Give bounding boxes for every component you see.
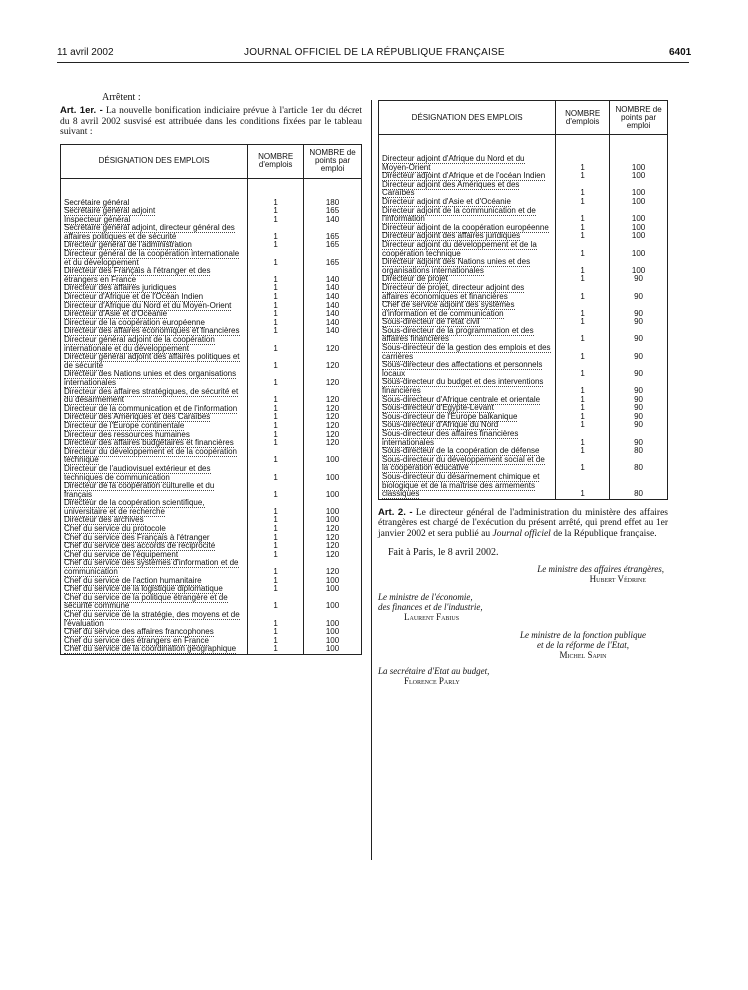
points-cell: 140 (304, 216, 362, 225)
points-cell: 100 (304, 628, 362, 637)
points-cell: 120 (304, 525, 362, 534)
designation-text: Chef du service des étrangers en France (64, 635, 209, 645)
nombre-cell: 1 (556, 378, 610, 395)
designation-text: Directeur de projet (382, 274, 448, 284)
table-row (379, 430, 668, 447)
designation-cell (379, 241, 556, 258)
nombre-cell: 1 (556, 172, 610, 181)
nombre-cell: 1 (556, 430, 610, 447)
designation-text: Chef du service des systèmes d'information et de communication (64, 558, 239, 577)
points-cell: 100 (610, 207, 668, 224)
nombre-cell: 1 (248, 199, 304, 208)
signature-title: des finances et de l'industrie, (378, 602, 483, 613)
table-row (379, 155, 668, 172)
points-cell: 165 (304, 224, 362, 241)
designation-text: Directeur d'Afrique et de l'Océan Indien (64, 292, 204, 302)
table-left (60, 144, 362, 655)
table-row (61, 353, 362, 370)
designation-cell (379, 456, 556, 473)
points-cell: 100 (610, 198, 668, 207)
article-2 (378, 508, 668, 540)
left-column (60, 92, 362, 655)
table-row (61, 370, 362, 387)
designation-text: Directeur de la coopération culturelle et du français (64, 481, 215, 499)
article-2-text-before: Le directeur général de l'administration du ministère des affaires étrangères est chargé de l'exécution du présent arrêté, qui prend effet au 1er janvier 2002 et sera publié au (378, 507, 668, 539)
table-row (379, 361, 668, 378)
table-row (61, 388, 362, 405)
nombre-cell: 1 (248, 250, 304, 267)
designation-text: Chef du service de l'équipement (64, 549, 179, 559)
designation-cell (379, 473, 556, 499)
table-row (61, 559, 362, 576)
designation-cell (379, 430, 556, 447)
designation-text: Chef du service des accords de réciprocité (64, 541, 216, 551)
designation-text: Sous-directeur d'Egypte-Levant (382, 403, 494, 413)
designation-text: Directeur adjoint des Amériques et des Caraïbes (382, 179, 520, 198)
points-cell: 100 (304, 585, 362, 594)
designation-cell (61, 594, 248, 611)
designation-text: Directeur des Nations unies et des organisations internationales (64, 369, 237, 387)
points-cell: 120 (304, 559, 362, 576)
designation-text: Directeur adjoint du développement et de la coopération technique (382, 239, 537, 258)
points-cell: 120 (304, 439, 362, 448)
nombre-cell: 1 (248, 353, 304, 370)
points-cell: 120 (304, 405, 362, 414)
designation-cell (61, 499, 248, 516)
nombre-cell: 1 (248, 310, 304, 319)
designation-cell (61, 336, 248, 353)
designation-text: Directeur des affaires économiques et financières (64, 326, 240, 336)
table-row (61, 594, 362, 611)
nombre-cell: 1 (248, 302, 304, 311)
points-cell: 90 (610, 361, 668, 378)
signature-name: Laurent Fabius (404, 612, 460, 623)
nombre-cell: 1 (556, 224, 610, 233)
column-header-points: NOMBRE de points par emploi (610, 101, 668, 135)
designation-text: Sous-directeur de la coopération de défense (382, 446, 540, 456)
points-cell: 100 (304, 637, 362, 646)
designation-cell (61, 370, 248, 387)
designation-text: Directeur adjoint des Nations unies et des organisations internationales (382, 257, 531, 275)
points-cell: 120 (304, 388, 362, 405)
signature-affaires-etrangeres (378, 564, 664, 584)
designation-text: Directeur de la communication et de l'information (64, 403, 238, 413)
signature-budget (378, 666, 668, 686)
designation-text: Sous-directeur d'Afrique centrale et orientale (382, 394, 541, 404)
nombre-cell: 1 (248, 516, 304, 525)
points-cell: 140 (304, 284, 362, 293)
points-cell: 165 (304, 207, 362, 216)
designation-text: Chef du service des affaires francophones (64, 627, 214, 637)
points-cell: 80 (610, 456, 668, 473)
column-header-designation: DÉSIGNATION DES EMPLOIS (61, 144, 248, 178)
points-cell: 90 (610, 284, 668, 301)
designation-text: Secrétaire général adjoint, directeur général des affaires politiques et de sécurité (64, 223, 235, 241)
table-right (378, 100, 668, 500)
designation-text: Secrétaire général (64, 197, 130, 207)
nombre-cell: 1 (248, 611, 304, 628)
article-1-text: La nouvelle bonification indiciaire prévue à l'article 1er du décret du 8 avril 2002 susvisé est attribuée dans les conditions fixées par le tableau suivant : (60, 106, 362, 137)
designation-text: Chef du service de la politique étrangère et de sécurité commune (64, 592, 228, 611)
nombre-cell: 1 (248, 284, 304, 293)
points-cell: 80 (610, 447, 668, 456)
designation-cell (379, 155, 556, 172)
table-row (379, 181, 668, 198)
nombre-cell: 1 (556, 327, 610, 344)
designation-cell (379, 207, 556, 224)
table-row (61, 611, 362, 628)
points-cell: 90 (610, 327, 668, 344)
designation-text: Sous-directeur de l'Europe balkanique (382, 411, 518, 421)
nombre-cell: 1 (556, 473, 610, 499)
table-row (61, 250, 362, 267)
nombre-cell: 1 (248, 422, 304, 431)
column-header-designation: DÉSIGNATION DES EMPLOIS (379, 101, 556, 135)
designation-text: Directeur adjoint d'Asie et d'Océanie (382, 196, 511, 206)
points-cell: 100 (304, 611, 362, 628)
nombre-cell: 1 (248, 542, 304, 551)
nombre-cell: 1 (248, 207, 304, 216)
points-cell: 100 (304, 516, 362, 525)
nombre-cell: 1 (248, 216, 304, 225)
table-row (379, 258, 668, 275)
designation-text: Chef du service de la coordination géographique (64, 644, 237, 654)
table-row (61, 336, 362, 353)
nombre-cell: 1 (556, 456, 610, 473)
table-row (379, 301, 668, 318)
nombre-cell: 1 (556, 198, 610, 207)
designation-text: Directeur général de la coopération internationale et du développement (64, 249, 240, 267)
nombre-cell: 1 (248, 482, 304, 499)
designation-text: Sous-directeur du développement social et de la coopération éducative (382, 454, 545, 473)
designation-text: Directeur des affaires stratégiques, de sécurité et du désarmement (64, 386, 239, 405)
table-row (379, 473, 668, 499)
table-row (61, 224, 362, 241)
column-header-nombre: NOMBRE d'emplois (556, 101, 610, 135)
designation-text: Directeur des ressources humaines (64, 429, 190, 439)
table-row (379, 327, 668, 344)
designation-text: Directeur adjoint des affaires juridiques (382, 231, 521, 241)
signature-title: La secrétaire d'Etat au budget, (378, 666, 490, 677)
designation-cell (61, 448, 248, 465)
designation-text: Directeur de l'audiovisuel extérieur et des techniques de communication (64, 463, 211, 482)
designation-cell (61, 388, 248, 405)
article-1 (60, 106, 362, 138)
designation-text: Chef du service de la logistique diplomatique (64, 584, 223, 594)
arrete-heading: Arrêtent : (102, 92, 141, 103)
nombre-cell: 1 (248, 577, 304, 586)
points-cell: 90 (610, 421, 668, 430)
table-row (379, 241, 668, 258)
points-cell: 120 (304, 534, 362, 543)
nombre-cell: 1 (248, 405, 304, 414)
designation-text: Secrétaire général adjoint (64, 206, 156, 216)
points-cell: 100 (610, 224, 668, 233)
designation-cell (61, 224, 248, 241)
table-row (61, 645, 362, 654)
table-row (379, 344, 668, 361)
points-cell: 100 (610, 258, 668, 275)
designation-text: Sous-directeur des affectations et personnels locaux (382, 360, 543, 378)
points-cell: 180 (304, 199, 362, 208)
signature-name: Hubert Védrine (589, 574, 646, 585)
points-cell: 90 (610, 404, 668, 413)
points-cell: 120 (304, 370, 362, 387)
page-number: 6401 (669, 47, 692, 58)
points-cell: 100 (304, 577, 362, 586)
header-date: 11 avril 2002 (57, 47, 114, 58)
table-row (61, 448, 362, 465)
signature-title: Le ministre de la fonction publique (520, 630, 646, 641)
points-cell: 80 (610, 473, 668, 499)
designation-cell (61, 250, 248, 267)
table-left-body (61, 178, 362, 654)
designation-text: Sous-directeur de la programmation et des affaires financières (382, 325, 534, 344)
designation-cell (61, 559, 248, 576)
nombre-cell: 1 (248, 431, 304, 440)
designation-text: Directeur des affaires budgétaires et financières (64, 438, 234, 448)
table-row (61, 499, 362, 516)
designation-text: Directeur des affaires juridiques (64, 283, 177, 293)
points-cell: 140 (304, 293, 362, 302)
table-row (61, 465, 362, 482)
nombre-cell: 1 (248, 388, 304, 405)
nombre-cell: 1 (248, 551, 304, 560)
nombre-cell: 1 (248, 267, 304, 284)
article-2-text-after: de la République française. (553, 528, 657, 539)
designation-text: Chef du service du protocole (64, 524, 166, 534)
points-cell: 90 (610, 430, 668, 447)
points-cell: 100 (304, 594, 362, 611)
nombre-cell: 1 (556, 155, 610, 172)
nombre-cell: 1 (248, 645, 304, 654)
nombre-cell: 1 (248, 628, 304, 637)
nombre-cell: 1 (248, 224, 304, 241)
nombre-cell: 1 (248, 559, 304, 576)
designation-text: Directeur des archives (64, 515, 144, 525)
table-row (61, 482, 362, 499)
header-rule (57, 62, 689, 63)
nombre-cell: 1 (248, 327, 304, 336)
nombre-cell: 1 (248, 525, 304, 534)
points-cell: 120 (304, 551, 362, 560)
nombre-cell: 1 (556, 207, 610, 224)
points-cell: 120 (304, 353, 362, 370)
points-cell: 120 (304, 413, 362, 422)
points-cell: 90 (610, 318, 668, 327)
article-1-label: Art. 1er. - (60, 105, 103, 116)
signature-economie (378, 592, 668, 622)
designation-text: Directeur des Français à l'étranger et des étrangers en France (64, 266, 211, 284)
signature-title: Le ministre des affaires étrangères, (537, 564, 664, 575)
designation-text: Directeur de la coopération européenne (64, 317, 205, 327)
points-cell: 120 (304, 431, 362, 440)
points-cell: 100 (610, 232, 668, 241)
column-header-points: NOMBRE de points par emploi (304, 144, 362, 178)
nombre-cell: 1 (248, 637, 304, 646)
points-cell: 90 (610, 301, 668, 318)
designation-text: Directeur général adjoint des affaires politiques et de sécurité (64, 352, 240, 370)
signature-name: Florence Parly (404, 676, 460, 687)
nombre-cell: 1 (556, 284, 610, 301)
points-cell: 120 (304, 542, 362, 551)
nombre-cell: 1 (556, 344, 610, 361)
points-cell: 90 (610, 396, 668, 405)
designation-cell (379, 284, 556, 301)
points-cell: 100 (304, 465, 362, 482)
nombre-cell: 1 (556, 421, 610, 430)
nombre-cell: 1 (248, 448, 304, 465)
table-row (379, 378, 668, 395)
nombre-cell: 1 (556, 404, 610, 413)
designation-text: Directeur d'Afrique du Nord et du Moyen-Orient (64, 300, 232, 310)
designation-cell (61, 482, 248, 499)
nombre-cell: 1 (556, 258, 610, 275)
nombre-cell: 1 (248, 293, 304, 302)
table-row (379, 284, 668, 301)
designation-text: Directeur adjoint de la coopération européenne (382, 222, 549, 232)
designation-text: Sous-directeur de l'état civil (382, 317, 480, 327)
nombre-cell: 1 (248, 585, 304, 594)
nombre-cell: 1 (248, 499, 304, 516)
designation-text: Sous-directeur du désarmement chimique et biologique et de la maîtrise des armements classiques (382, 471, 540, 499)
nombre-cell: 1 (556, 232, 610, 241)
article-2-journal: Journal officiel (492, 528, 551, 539)
nombre-cell: 1 (248, 465, 304, 482)
points-cell: 120 (304, 336, 362, 353)
points-cell: 100 (610, 181, 668, 198)
article-2-label: Art. 2. - (378, 506, 413, 518)
points-cell: 140 (304, 267, 362, 284)
designation-text: Directeur des Amériques et des Caraïbes (64, 412, 211, 422)
designation-text: Directeur de la coopération scientifique, universitaire et de recherche (64, 498, 205, 516)
points-cell: 100 (304, 645, 362, 654)
column-divider (371, 100, 372, 860)
designation-text: Directeur de l'Europe continentale (64, 420, 185, 430)
designation-text: Sous-directeur de la gestion des emplois et des carrières (382, 343, 551, 361)
column-header-nombre: NOMBRE d'emplois (248, 144, 304, 178)
designation-text: Chef de service adjoint des systèmes d'information et de communication (382, 300, 515, 318)
points-cell: 140 (304, 302, 362, 311)
nombre-cell: 1 (248, 439, 304, 448)
designation-text: Inspecteur général (64, 214, 131, 224)
designation-cell (379, 258, 556, 275)
designation-text: Chef du service de la stratégie, des moyens et de l'évaluation (64, 610, 240, 628)
table-right-body (379, 135, 668, 500)
right-column (378, 100, 668, 686)
nombre-cell: 1 (248, 336, 304, 353)
points-cell: 90 (610, 275, 668, 284)
designation-text: Directeur du développement et de la coopération technique (64, 446, 237, 465)
nombre-cell: 1 (248, 594, 304, 611)
nombre-cell: 1 (556, 413, 610, 422)
designation-cell (379, 344, 556, 361)
points-cell: 100 (304, 499, 362, 516)
designation-text: Chef du service des Français à l'étranger (64, 532, 210, 542)
nombre-cell: 1 (248, 534, 304, 543)
designation-text: Directeur adjoint d'Afrique du Nord et du Moyen-Orient (382, 154, 525, 172)
designation-cell (379, 327, 556, 344)
points-cell: 100 (610, 241, 668, 258)
table-row (379, 207, 668, 224)
nombre-cell: 1 (556, 301, 610, 318)
designation-text: Sous-directeur du budget et des interventions financières (382, 377, 544, 396)
points-cell: 90 (610, 344, 668, 361)
points-cell: 100 (304, 482, 362, 499)
nombre-cell: 1 (556, 361, 610, 378)
designation-cell (61, 465, 248, 482)
designation-text: Sous-directeur des affaires financières internationales (382, 429, 519, 447)
designation-cell (379, 378, 556, 395)
nombre-cell: 1 (248, 370, 304, 387)
fait-a-paris: Fait à Paris, le 8 avril 2002. (388, 547, 499, 559)
designation-cell (61, 611, 248, 628)
points-cell: 100 (610, 155, 668, 172)
nombre-cell: 1 (556, 241, 610, 258)
designation-text: Sous-directeur d'Afrique du Nord (382, 420, 499, 430)
designation-cell (379, 181, 556, 198)
nombre-cell: 1 (556, 181, 610, 198)
journal-title: JOURNAL OFFICIEL DE LA RÉPUBLIQUE FRANÇAISE (244, 47, 505, 58)
nombre-cell: 1 (248, 319, 304, 328)
nombre-cell: 1 (248, 241, 304, 250)
points-cell: 140 (304, 319, 362, 328)
points-cell: 140 (304, 327, 362, 336)
designation-cell (61, 645, 248, 654)
nombre-cell: 1 (556, 318, 610, 327)
nombre-cell: 1 (556, 396, 610, 405)
points-cell: 120 (304, 422, 362, 431)
designation-text: Directeur de projet, directeur adjoint des affaires économiques et financières (382, 282, 525, 301)
signature-name: Michel Sapin (559, 650, 607, 661)
designation-cell (379, 361, 556, 378)
signature-title: Le ministre de l'économie, (378, 592, 473, 603)
designation-text: Directeur d'Asie et d'Océanie (64, 309, 168, 319)
points-cell: 90 (610, 378, 668, 395)
table-row (61, 267, 362, 284)
nombre-cell: 1 (248, 413, 304, 422)
points-cell: 165 (304, 241, 362, 250)
designation-text: Chef du service de l'action humanitaire (64, 575, 202, 585)
points-cell: 100 (304, 448, 362, 465)
nombre-cell: 1 (556, 447, 610, 456)
designation-cell (61, 267, 248, 284)
signature-fonction-publique (498, 630, 668, 660)
designation-cell (61, 353, 248, 370)
designation-text: Directeur adjoint d'Afrique et de l'océan Indien (382, 171, 546, 181)
designation-cell (379, 301, 556, 318)
nombre-cell: 1 (556, 275, 610, 284)
points-cell: 100 (610, 172, 668, 181)
designation-text: Directeur adjoint de la communication et de l'information (382, 205, 536, 224)
designation-text: Directeur général de l'administration (64, 240, 192, 250)
table-row (379, 456, 668, 473)
signature-title: et de la réforme de l'Etat, (537, 640, 629, 651)
designation-text: Directeur général adjoint de la coopération internationale et du développement (64, 335, 215, 353)
points-cell: 90 (610, 413, 668, 422)
points-cell: 140 (304, 310, 362, 319)
points-cell: 165 (304, 250, 362, 267)
